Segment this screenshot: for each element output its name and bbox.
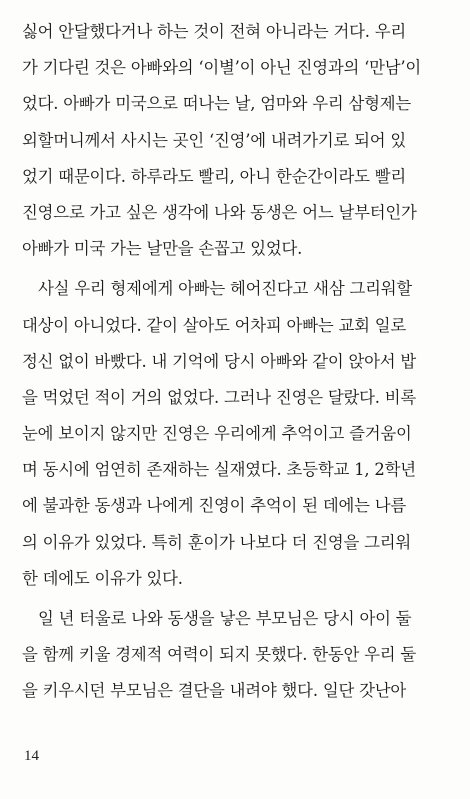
text-line: 을 먹었던 적이 거의 없었다. 그러나 진영은 달랐다. 비록 <box>22 387 417 407</box>
text-line: 싫어 안달했다거나 하는 것이 전혀 아니라는 거다. 우리 <box>22 22 407 41</box>
text-line: 을 키우시던 부모님은 결단을 내려야 했다. 일단 갓난아 <box>22 681 407 701</box>
text-line: 아빠가 미국 가는 날만을 손꼽고 있었다. <box>22 239 303 259</box>
text-line: 정신 없이 바빴다. 내 기억에 당시 아빠와 같이 앉아서 밥 <box>22 351 417 371</box>
text-line: 사실 우리 형제에게 아빠는 헤어진다고 새삼 그리워할 <box>38 279 412 299</box>
text-line: 며 동시에 엄연히 존재하는 실재였다. 초등학교 1, 2학년 <box>22 460 416 480</box>
text-line: 의 이유가 있었다. 특히 훈이가 나보다 더 진영을 그리워 <box>22 532 412 552</box>
text-line: 에 불과한 동생과 나에게 진영이 추억이 된 데에는 나름 <box>22 496 407 516</box>
text-line: 을 함께 키울 경제적 여력이 되지 못했다. 한동안 우리 둘 <box>22 645 417 665</box>
paragraph-3 <box>22 601 452 710</box>
paragraph-2 <box>22 271 452 597</box>
text-line: 었다. 아빠가 미국으로 떠나는 날, 엄마와 우리 삼형제는 <box>22 94 412 114</box>
text-line: 외할머니께서 사시는 곳인 ‘진영’에 내려가기로 되어 있 <box>22 130 407 150</box>
paragraph-1 <box>22 14 452 267</box>
body-text <box>22 14 452 710</box>
page-number: 14 <box>24 748 39 764</box>
text-line: 가 기다린 것은 아빠와의 ‘이별’이 아닌 진영과의 ‘만남’이 <box>22 58 422 78</box>
text-line: 었기 때문이다. 하루라도 빨리, 아니 한순간이라도 빨리 <box>22 166 407 186</box>
text-line: 진영으로 가고 싶은 생각에 나와 동생은 어느 날부터인가 <box>22 202 417 222</box>
text-line: 일 년 터울로 나와 동생을 낳은 부모님은 당시 아이 둘 <box>38 609 412 628</box>
text-line: 눈에 보이지 않지만 진영은 우리에게 추억이고 즐거움이 <box>22 424 412 444</box>
text-line: 한 데에도 이유가 있다. <box>22 568 183 588</box>
text-line: 대상이 아니었다. 같이 살아도 어차피 아빠는 교회 일로 <box>22 315 407 335</box>
